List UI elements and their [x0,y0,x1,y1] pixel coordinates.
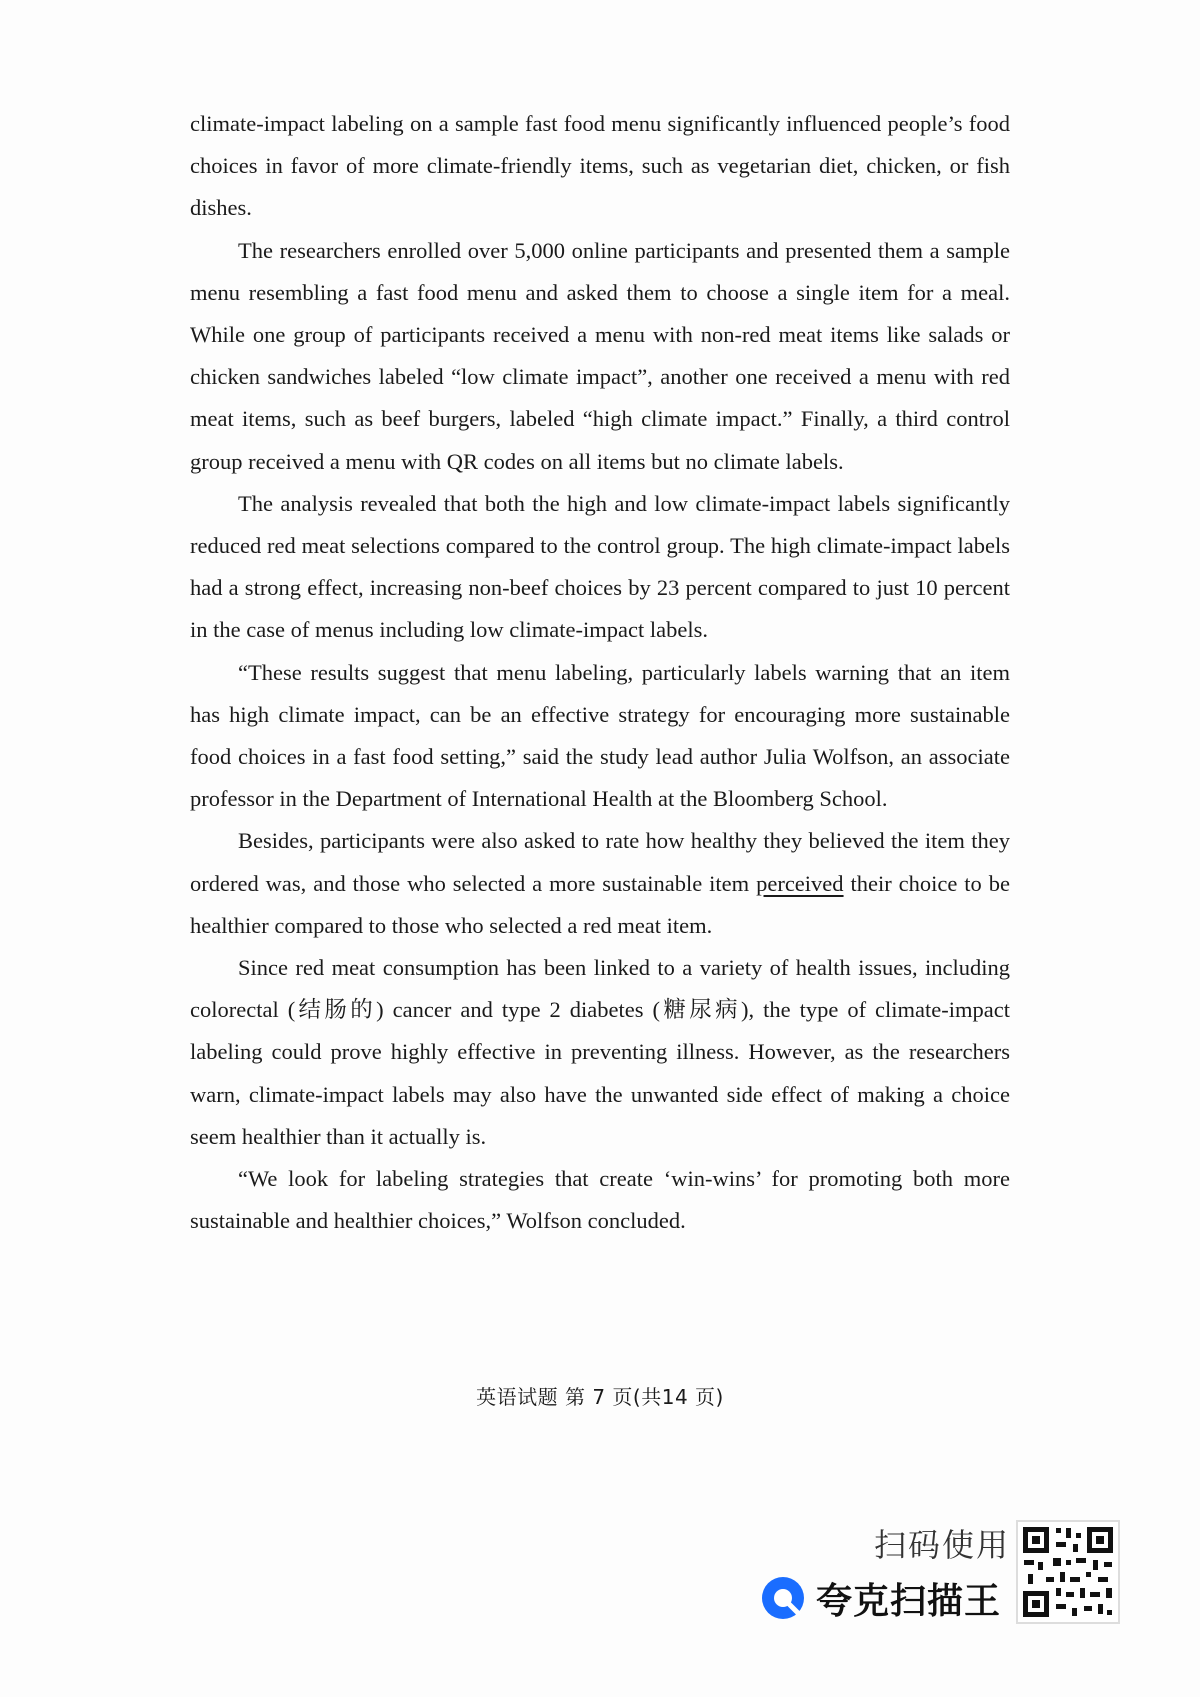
passage-body [190,103,1010,1242]
underlined-word: perceived [756,870,844,896]
paragraph-4-after: their choice to be healthier compared to those who selected a red meat item. [190,870,1010,938]
paragraph-1: The researchers enrolled over 5,000 online participants and presented them a sample menu resembling a fast food menu and asked them to choose a single item for a meal. While one group of participants received a menu with non-red meat items like salads or chicken sandwiches labeled “low climate impact”, another one received a menu with red meat items, such as beef burgers, labeled “high climate impact.” Finally, a third control group received a menu with QR codes on all items but no climate labels. [190,237,1010,474]
paragraph-0: climate-impact labeling on a sample fast food menu significantly influenced people’s food choices in favor of more climate-friendly items, such as vegetarian diet, chicken, or fish dishes. [190,111,1010,221]
scanner-watermark [760,1520,1120,1640]
scan-to-use-label: 扫码使用 [873,1526,1010,1564]
brand-row [760,1570,1001,1626]
qr-code-icon[interactable] [1016,1520,1120,1624]
page-footer: 英语试题 第 7 页(共14 页) [476,1385,724,1409]
quark-logo-icon [760,1575,806,1621]
brand-name: 夸克扫描王 [816,1580,1002,1622]
paragraph-4-before: Besides, participants were also asked to rate how healthy they believed the item they ordered was, and those who selected a more sustainable item [190,828,1010,896]
paragraph-2: The analysis revealed that both the high and low climate-impact labels significantly reduced red meat selections compared to the control group. The high climate-impact labels had a strong effect, increasing non-beef choices by 23 percent compared to just 10 percent in the case of menus including low climate-impact labels. [190,490,1010,643]
paragraph-6: “We look for labeling strategies that create ‘win-wins’ for promoting both more sustainable and healthier choices,” Wolfson concluded. [190,1166,1010,1234]
paragraph-3: “These results suggest that menu labeling, particularly labels warning that an item has high climate impact, can be an effective strategy for encouraging more sustainable food choices in a fast food setting,” said the study lead author Julia Wolfson, an associate professor in the Department of International Health at the Bloomberg School. [190,659,1010,812]
paragraph-4 [190,820,1010,947]
paragraph-5: Since red meat consumption has been linked to a variety of health issues, including colorectal (结肠的) cancer and type 2 diabetes (糖尿病), the type of climate-impact labeling could prove highly effective in preventing illness. However, as the researchers warn, climate-impact labels may also have the unwanted side effect of making a choice seem healthier than it actually is. [190,955,1010,1149]
